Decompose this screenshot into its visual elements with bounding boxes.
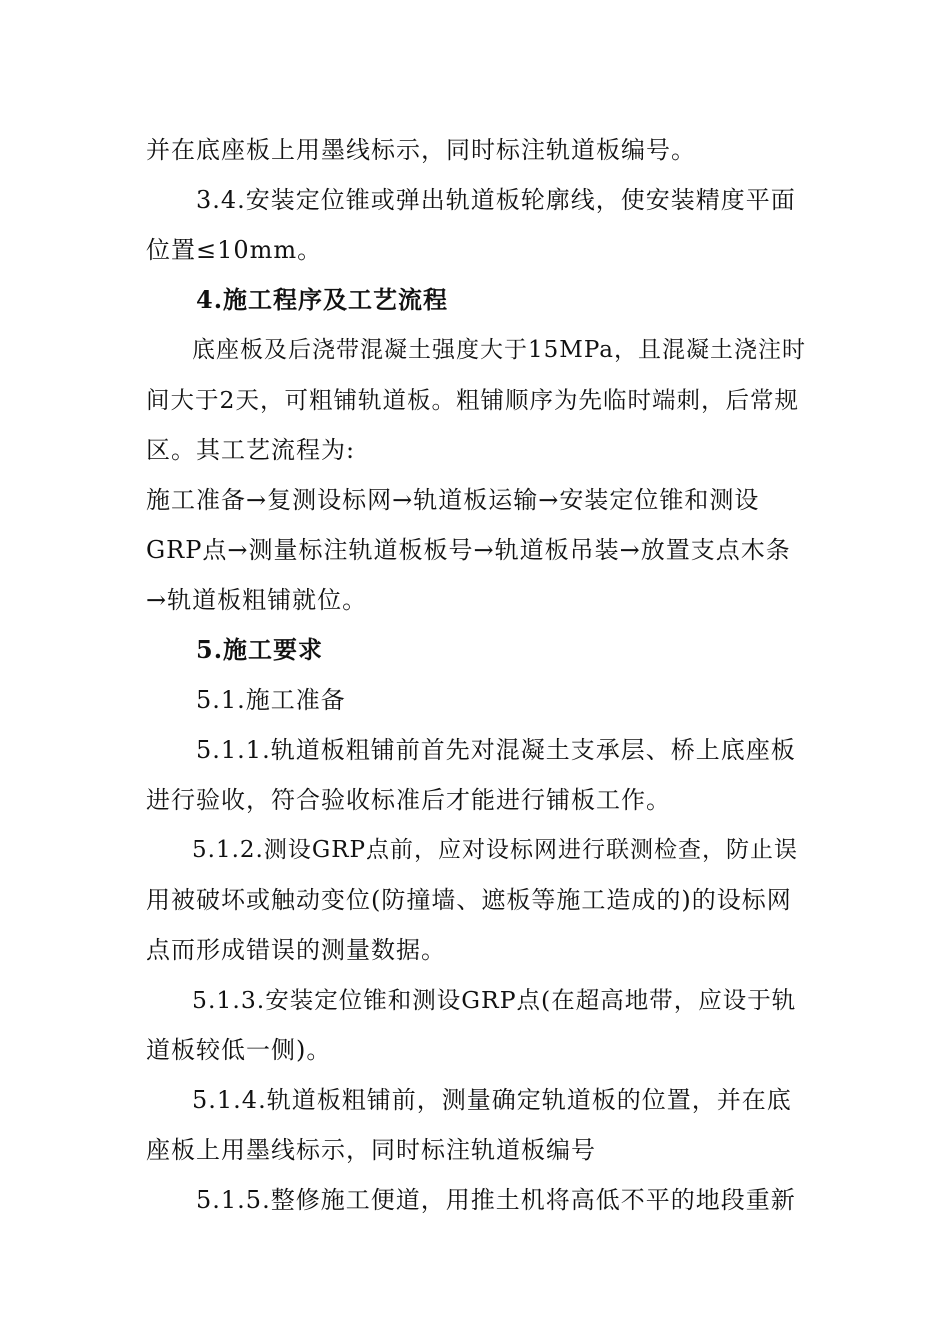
body-text-line: 并在底座板上用墨线标示，同时标注轨道板编号。: [146, 136, 696, 164]
body-text-line: 进行验收，符合验收标准后才能进行铺板工作。: [146, 786, 671, 814]
body-text-line: 点而形成错误的测量数据。: [146, 936, 446, 964]
body-text-line: 5.1.2.测设GRP点前，应对设标网进行联测检查，防止误: [192, 837, 798, 863]
body-text-line: 座板上用墨线标示，同时标注轨道板编号: [146, 1136, 596, 1164]
process-flow-line: GRP点→测量标注轨道板板号→轨道板吊装→放置支点木条: [146, 536, 791, 564]
body-text-line: 区。其工艺流程为:: [146, 436, 356, 464]
section-heading: 4.施工程序及工艺流程: [196, 285, 449, 314]
body-text-line: 间大于2天，可粗铺轨道板。粗铺顺序为先临时端刺，后常规: [146, 386, 799, 414]
body-text-line: 底座板及后浇带混凝土强度大于15MPa，且混凝土浇注时: [192, 337, 806, 363]
process-flow-line: →轨道板粗铺就位。: [146, 586, 368, 614]
body-text-line: 位置≤10mm。: [146, 236, 323, 264]
body-text-line: 5.1.1.轨道板粗铺前首先对混凝土支承层、桥上底座板: [196, 736, 796, 764]
subsection-heading: 5.1.施工准备: [196, 686, 346, 714]
body-text-line: 道板较低一侧)。: [146, 1036, 332, 1064]
body-text-line: 5.1.3.安装定位锥和测设GRP点(在超高地带，应设于轨: [192, 986, 797, 1014]
body-text-line: 用被破坏或触动变位(防撞墙、遮板等施工造成的)的设标网: [146, 886, 792, 914]
body-text-line: 5.1.5.整修施工便道，用推土机将高低不平的地段重新: [196, 1186, 796, 1214]
process-flow-line: 施工准备→复测设标网→轨道板运输→安装定位锥和测设: [146, 486, 760, 514]
body-text-line: 3.4.安装定位锥或弹出轨道板轮廓线，使安装精度平面: [196, 186, 796, 214]
body-text-line: 5.1.4.轨道板粗铺前，测量确定轨道板的位置，并在底: [192, 1086, 792, 1114]
section-heading: 5.施工要求: [196, 635, 324, 664]
